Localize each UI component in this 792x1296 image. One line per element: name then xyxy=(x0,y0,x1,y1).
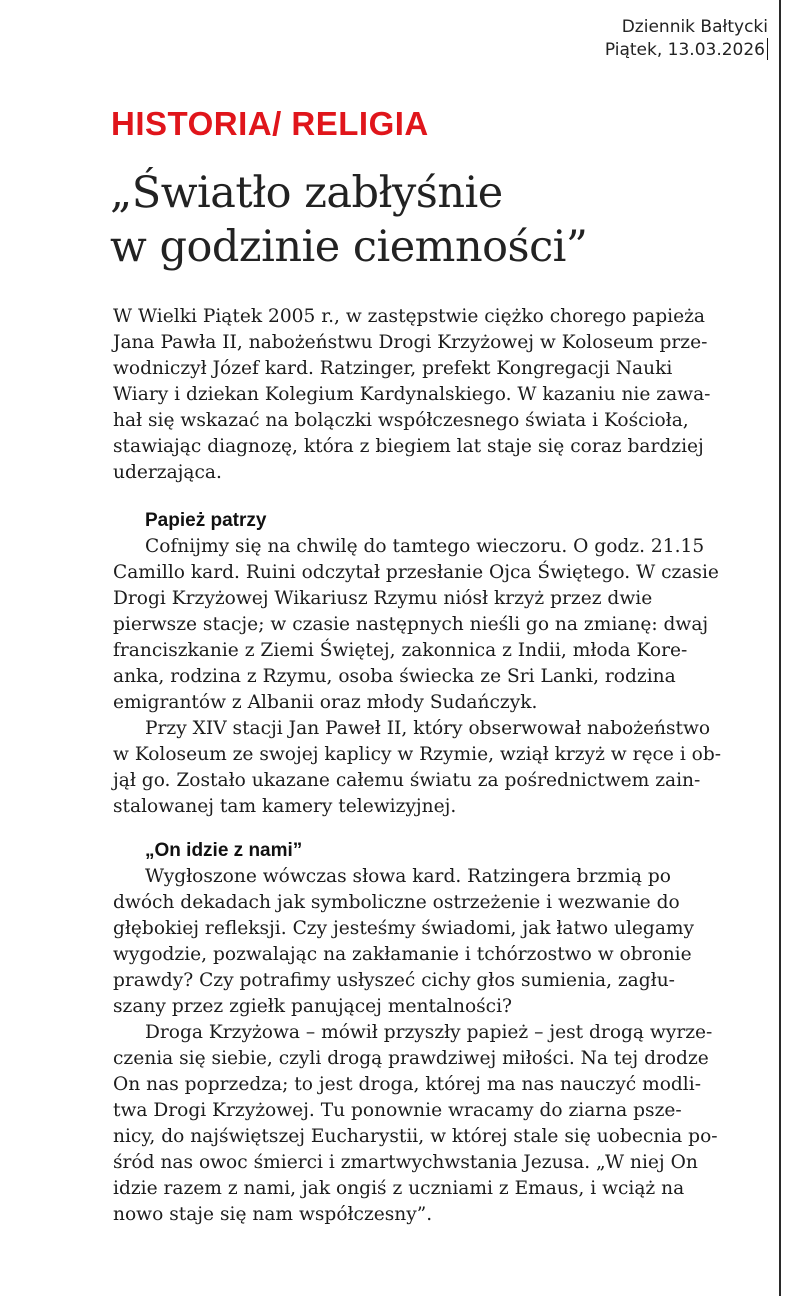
text-line: pierwsze stacje; w czasie następnych nieśli go na zmianę: dwaj xyxy=(113,614,709,635)
paragraph xyxy=(113,534,773,716)
text-line: Przy XIV stacji Jan Paweł II, który obserwował nabożeństwo xyxy=(145,718,711,739)
issue-date xyxy=(605,38,768,61)
subheading-on-idzie-z-nami: „On idzie z nami” xyxy=(145,840,303,861)
masthead xyxy=(605,16,768,61)
section-label: HISTORIA/ RELIGIA xyxy=(111,105,429,142)
text-line: szany przez zgiełk panującej mentalności? xyxy=(113,996,513,1017)
article-body xyxy=(113,304,773,1228)
text-line: nowo staje się nam współczesny”. xyxy=(113,1204,433,1225)
headline-line-1: „Światło zabłyśnie xyxy=(110,168,503,218)
text-line: prawdy? Czy potrafimy usłyszeć cichy głos sumienia, zagłu- xyxy=(113,970,675,991)
text-line: wodniczył Józef kard. Ratzinger, prefekt Kongregacji Nauki xyxy=(113,358,673,379)
text-line: twa Drogi Krzyżowej. Tu ponownie wracamy do ziarna psze- xyxy=(113,1100,682,1121)
text-line: Drogi Krzyżowej Wikariusz Rzymu niósł krzyż przez dwie xyxy=(113,588,653,609)
text-line: W Wielki Piątek 2005 r., w zastępstwie ciężko chorego papieża xyxy=(113,306,705,327)
intro-paragraph xyxy=(113,304,773,486)
paragraph xyxy=(113,716,773,820)
subheading-papiez-patrzy: Papież patrzy xyxy=(145,510,267,531)
text-cursor xyxy=(767,38,768,60)
text-line: emigrantów z Albanii oraz młody Sudańczyk. xyxy=(113,692,538,713)
text-line: Camillo kard. Ruini odczytał przesłanie Ojca Świętego. W czasie xyxy=(113,562,719,583)
paragraph xyxy=(113,1020,773,1228)
headline-line-2: w godzinie ciemności” xyxy=(110,222,588,272)
text-line: Cofnijmy się na chwilę do tamtego wieczoru. O godz. 21.15 xyxy=(145,536,705,557)
text-line: anka, rodzina z Rzymu, osoba świecka ze Sri Lanki, rodzina xyxy=(113,666,676,687)
text-line: głębokiej refleksji. Czy jesteśmy świadomi, jak łatwo ulegamy xyxy=(113,918,695,939)
text-line: Wygłoszone wówczas słowa kard. Ratzingera brzmią po xyxy=(145,866,671,887)
text-line: On nas poprzedza; to jest droga, której ma nas nauczyć modli- xyxy=(113,1074,701,1095)
text-line: nicy, do najświętszej Eucharystii, w której stale się uobecnia po- xyxy=(113,1126,718,1147)
article-headline xyxy=(110,166,750,274)
text-line: wygodzie, pozwalając na zakłamanie i tchórzostwo w obronie xyxy=(113,944,692,965)
text-line: franciszkanie z Ziemi Świętej, zakonnica z Indii, młoda Kore- xyxy=(113,640,688,661)
text-line: dwóch dekadach jak symboliczne ostrzeżenie i wezwanie do xyxy=(113,892,680,913)
text-line: uderzająca. xyxy=(113,462,222,483)
text-line: w Koloseum ze swojej kaplicy w Rzymie, wziął krzyż w ręce i ob- xyxy=(113,744,722,765)
text-line: jął go. Zostało ukazane całemu światu za pośrednictwem zain- xyxy=(113,770,701,791)
text-line: hał się wskazać na bolączki współczesnego świata i Kościoła, xyxy=(113,410,689,431)
text-line: śród nas owoc śmierci i zmartwychwstania Jezusa. „W niej On xyxy=(113,1152,698,1173)
text-line: czenia się siebie, czyli drogą prawdziwej miłości. Na tej drodze xyxy=(113,1048,709,1069)
text-line: Droga Krzyżowa – mówił przyszły papież – jest drogą wyrze- xyxy=(145,1022,713,1043)
issue-date-text: Piątek, 13.03.2026 xyxy=(604,40,765,60)
text-line: Wiary i dziekan Kolegium Kardynalskiego. W kazaniu nie zawa- xyxy=(113,384,711,405)
newspaper-name: Dziennik Bałtycki xyxy=(621,17,768,37)
text-line: idzie razem z nami, jak ongiś z uczniami z Emaus, i wciąż na xyxy=(113,1178,685,1199)
text-line: stawiając diagnozę, która z biegiem lat staje się coraz bardziej xyxy=(113,436,704,457)
text-line: stalowanej tam kamery telewizyjnej. xyxy=(113,796,457,817)
text-line: Jana Pawła II, nabożeństwu Drogi Krzyżowej w Koloseum prze- xyxy=(113,332,708,353)
paragraph xyxy=(113,864,773,1020)
page-edge-divider xyxy=(779,0,781,1296)
